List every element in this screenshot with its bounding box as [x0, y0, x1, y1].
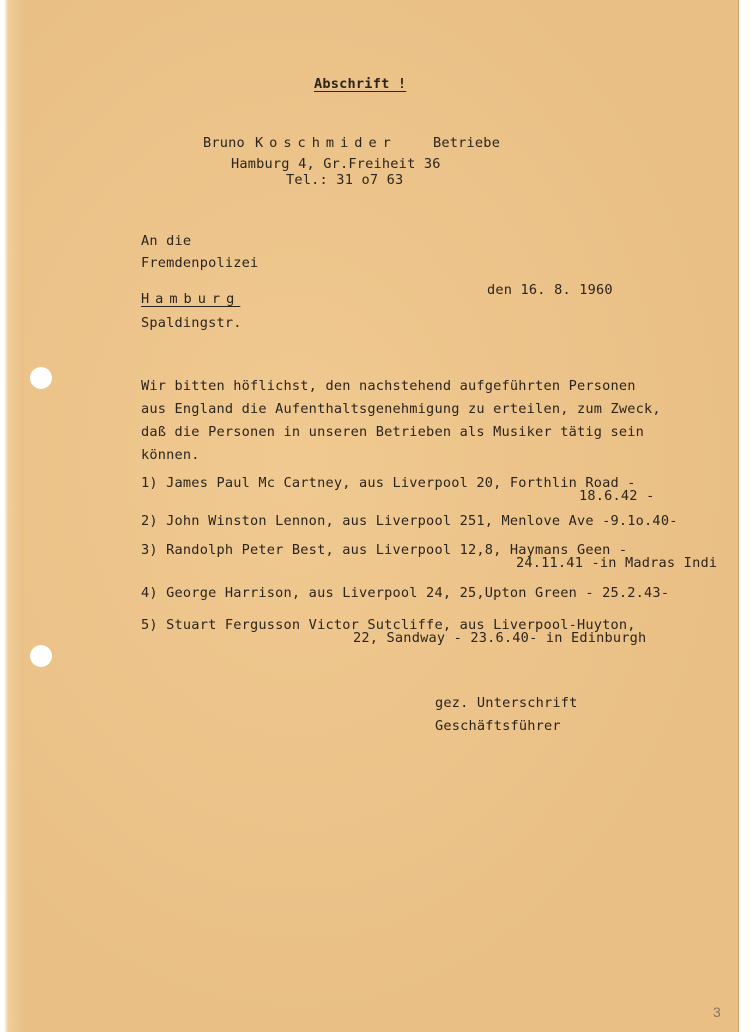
punch-hole-top — [30, 367, 52, 389]
person-5-line1: 5) Stuart Fergusson Victor Sutcliffe, aus Liverpool-Huyton, — [141, 617, 636, 633]
signature-line1: gez. Unterschrift — [435, 695, 578, 711]
letter-date: den 16. 8. 1960 — [487, 282, 613, 298]
person-1-line1: 1) James Paul Mc Cartney, aus Liverpool 20, Forthlin Road - — [141, 475, 636, 491]
person-5-line2: 22, Sandway - 23.6.40- in Edinburgh — [353, 630, 647, 646]
person-1-line2: 18.6.42 - — [579, 488, 655, 504]
torn-edge — [0, 0, 24, 1032]
person-4-line1: 4) George Harrison, aus Liverpool 24, 25,Upton Green - 25.2.43- — [141, 585, 670, 601]
signature-line2: Geschäftsführer — [435, 718, 561, 734]
body-line-3: daß die Personen in unseren Betrieben als Musiker tätig sein — [141, 424, 645, 440]
letterhead-company-first: Bruno — [203, 135, 245, 151]
body-line-4: können. — [141, 447, 200, 463]
recipient-line2: Fremdenpolizei — [141, 255, 259, 271]
letterhead-company-name: Koschmider — [255, 135, 397, 151]
letterhead-company-suffix: Betriebe — [433, 135, 501, 151]
letterhead-phone: Tel.: 31 o7 63 — [286, 172, 404, 188]
body-line-1: Wir bitten höflichst, den nachstehend aufgeführten Personen — [141, 378, 636, 394]
person-3-line1: 3) Randolph Peter Best, aus Liverpool 12,8, Haymans Geen - — [141, 542, 628, 558]
person-2-line1: 2) John Winston Lennon, aus Liverpool 251, Menlove Ave -9.1o.40- — [141, 513, 678, 529]
recipient-street: Spaldingstr. — [141, 315, 242, 331]
person-3-line2: 24.11.41 -in Madras Indi — [516, 555, 718, 571]
recipient-line1: An die — [141, 233, 192, 249]
body-line-2: aus England die Aufenthaltsgenehmigung zu erteilen, zum Zweck, — [141, 401, 661, 417]
recipient-city: Hamburg — [141, 291, 241, 307]
document-heading: Abschrift ! — [314, 76, 407, 92]
punch-hole-bottom — [30, 645, 52, 667]
page-number: 3 — [713, 1004, 721, 1020]
letterhead-address: Hamburg 4, Gr.Freiheit 36 — [231, 156, 441, 172]
